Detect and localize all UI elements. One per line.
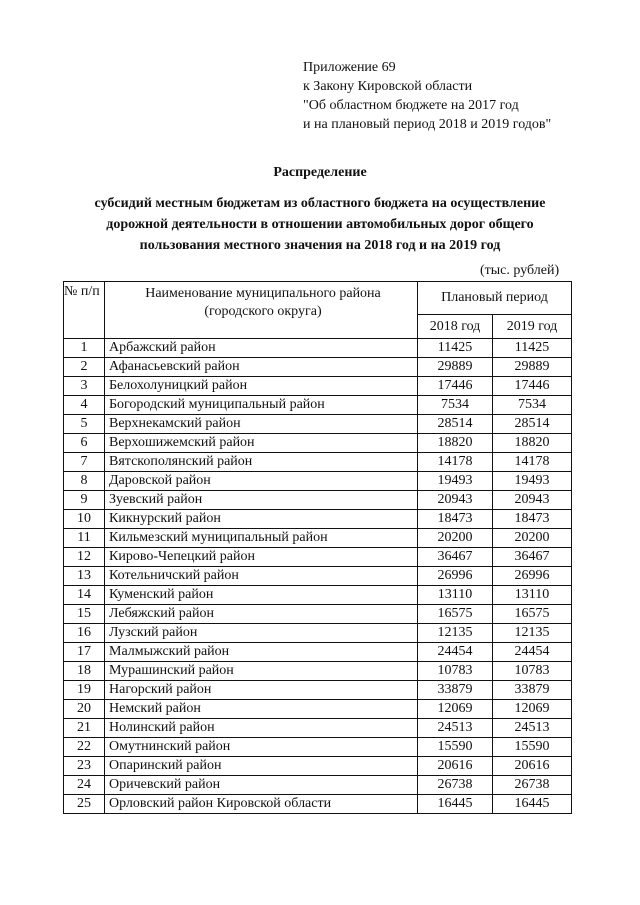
table-header-row: [64, 282, 572, 315]
subtitle-line: субсидий местным бюджетам из областного бюджета на осуществление: [94, 196, 546, 211]
amount-2019: 12135: [493, 624, 572, 643]
row-number: 17: [64, 643, 105, 662]
row-number: 3: [64, 377, 105, 396]
subtitle-line: дорожной деятельности в отношении автомобильных дорог общего: [106, 217, 534, 232]
table-row: [64, 605, 572, 624]
table-row: [64, 529, 572, 548]
amount-2018: 16445: [418, 795, 493, 814]
amount-2018: 12135: [418, 624, 493, 643]
district-name: Немский район: [105, 700, 418, 719]
district-name: Арбажский район: [105, 339, 418, 358]
amount-2018: 20943: [418, 491, 493, 510]
document-subtitle: [60, 193, 580, 256]
table-row: [64, 757, 572, 776]
amount-2019: 10783: [493, 662, 572, 681]
column-header-2019: 2019 год: [493, 315, 572, 339]
amount-2019: 18820: [493, 434, 572, 453]
table-row: [64, 510, 572, 529]
amount-2018: 26996: [418, 567, 493, 586]
amount-2019: 28514: [493, 415, 572, 434]
amount-2019: 33879: [493, 681, 572, 700]
district-name: Котельничский район: [105, 567, 418, 586]
amount-2018: 13110: [418, 586, 493, 605]
amount-2019: 20200: [493, 529, 572, 548]
district-name: Куменский район: [105, 586, 418, 605]
column-header-name: [105, 282, 418, 339]
district-name: Верхнекамский район: [105, 415, 418, 434]
amount-2018: 18820: [418, 434, 493, 453]
table-row: [64, 396, 572, 415]
amount-2018: 7534: [418, 396, 493, 415]
amount-2019: 26738: [493, 776, 572, 795]
subtitle-line: пользования местного значения на 2018 год и на 2019 год: [139, 238, 501, 253]
table-row: [64, 681, 572, 700]
amount-2019: 19493: [493, 472, 572, 491]
amount-2018: 15590: [418, 738, 493, 757]
amount-2018: 29889: [418, 358, 493, 377]
table-row: [64, 662, 572, 681]
district-name: Афанасьевский район: [105, 358, 418, 377]
district-name: Верхошижемский район: [105, 434, 418, 453]
district-name: Даровской район: [105, 472, 418, 491]
amount-2018: 36467: [418, 548, 493, 567]
district-name: Мурашинский район: [105, 662, 418, 681]
row-number: 13: [64, 567, 105, 586]
amount-2018: 24513: [418, 719, 493, 738]
document-title: Распределение: [273, 165, 367, 180]
table-row: [64, 586, 572, 605]
amount-2019: 36467: [493, 548, 572, 567]
district-name: Богородский муниципальный район: [105, 396, 418, 415]
row-number: 14: [64, 586, 105, 605]
amount-2018: 18473: [418, 510, 493, 529]
amount-2018: 17446: [418, 377, 493, 396]
appendix-line: "Об областном бюджете на 2017 год: [303, 98, 519, 113]
amount-2019: 16445: [493, 795, 572, 814]
amount-2018: 12069: [418, 700, 493, 719]
column-header-plan-period: Плановый период: [418, 282, 572, 315]
amount-2018: 33879: [418, 681, 493, 700]
row-number: 12: [64, 548, 105, 567]
amount-2019: 20616: [493, 757, 572, 776]
row-number: 5: [64, 415, 105, 434]
row-number: 20: [64, 700, 105, 719]
row-number: 6: [64, 434, 105, 453]
amount-2018: 20616: [418, 757, 493, 776]
row-number: 16: [64, 624, 105, 643]
appendix-reference: [303, 58, 551, 134]
table-row: [64, 700, 572, 719]
appendix-line: Приложение 69: [303, 60, 396, 75]
district-name: Нагорский район: [105, 681, 418, 700]
table-row: [64, 567, 572, 586]
table-row: [64, 434, 572, 453]
table-row: [64, 358, 572, 377]
amount-2018: 14178: [418, 453, 493, 472]
district-name: Опаринский район: [105, 757, 418, 776]
row-number: 10: [64, 510, 105, 529]
appendix-line: к Закону Кировской области: [303, 79, 473, 94]
amount-2018: 28514: [418, 415, 493, 434]
row-number: 18: [64, 662, 105, 681]
table-row: [64, 719, 572, 738]
row-number: 21: [64, 719, 105, 738]
amount-2018: 11425: [418, 339, 493, 358]
row-number: 11: [64, 529, 105, 548]
table-row: [64, 738, 572, 757]
table-row: [64, 491, 572, 510]
amount-2018: 20200: [418, 529, 493, 548]
column-header-number: № п/п: [64, 282, 105, 339]
district-name: Белохолуницкий район: [105, 377, 418, 396]
amount-2019: 15590: [493, 738, 572, 757]
row-number: 24: [64, 776, 105, 795]
column-header-name-line: (городского округа): [204, 304, 322, 319]
amount-2019: 29889: [493, 358, 572, 377]
row-number: 15: [64, 605, 105, 624]
appendix-line: и на плановый период 2018 и 2019 годов": [303, 117, 552, 132]
table-row: [64, 472, 572, 491]
table-row: [64, 548, 572, 567]
row-number: 19: [64, 681, 105, 700]
amount-2019: 13110: [493, 586, 572, 605]
amount-2019: 16575: [493, 605, 572, 624]
row-number: 4: [64, 396, 105, 415]
amount-2019: 11425: [493, 339, 572, 358]
amount-2018: 19493: [418, 472, 493, 491]
column-header-name-line: Наименование муниципального района: [145, 286, 381, 301]
district-name: Кикнурский район: [105, 510, 418, 529]
table-row: [64, 377, 572, 396]
table-body: [64, 339, 572, 814]
district-name: Оричевский район: [105, 776, 418, 795]
row-number: 8: [64, 472, 105, 491]
table-row: [64, 776, 572, 795]
district-name: Лузский район: [105, 624, 418, 643]
district-name: Вятскополянский район: [105, 453, 418, 472]
amount-2019: 7534: [493, 396, 572, 415]
amount-2019: 18473: [493, 510, 572, 529]
column-header-2018: 2018 год: [418, 315, 493, 339]
row-number: 22: [64, 738, 105, 757]
district-name: Кирово-Чепецкий район: [105, 548, 418, 567]
row-number: 7: [64, 453, 105, 472]
amount-2018: 10783: [418, 662, 493, 681]
district-name: Омутнинский район: [105, 738, 418, 757]
amount-2019: 14178: [493, 453, 572, 472]
district-name: Орловский район Кировской области: [105, 795, 418, 814]
table-row: [64, 624, 572, 643]
district-name: Кильмезский муниципальный район: [105, 529, 418, 548]
row-number: 2: [64, 358, 105, 377]
table-row: [64, 795, 572, 814]
district-name: Зуевский район: [105, 491, 418, 510]
row-number: 23: [64, 757, 105, 776]
district-name: Малмыжский район: [105, 643, 418, 662]
amount-2018: 26738: [418, 776, 493, 795]
amount-2018: 24454: [418, 643, 493, 662]
row-number: 9: [64, 491, 105, 510]
row-number: 25: [64, 795, 105, 814]
table-row: [64, 339, 572, 358]
amount-2019: 17446: [493, 377, 572, 396]
table-row: [64, 453, 572, 472]
amount-2019: 20943: [493, 491, 572, 510]
amount-2019: 24454: [493, 643, 572, 662]
district-name: Нолинский район: [105, 719, 418, 738]
amount-2018: 16575: [418, 605, 493, 624]
units-note: (тыс. рублей): [480, 263, 560, 278]
amount-2019: 24513: [493, 719, 572, 738]
table-row: [64, 643, 572, 662]
subsidy-table: [63, 281, 572, 814]
row-number: 1: [64, 339, 105, 358]
amount-2019: 26996: [493, 567, 572, 586]
district-name: Лебяжский район: [105, 605, 418, 624]
amount-2019: 12069: [493, 700, 572, 719]
table-row: [64, 415, 572, 434]
